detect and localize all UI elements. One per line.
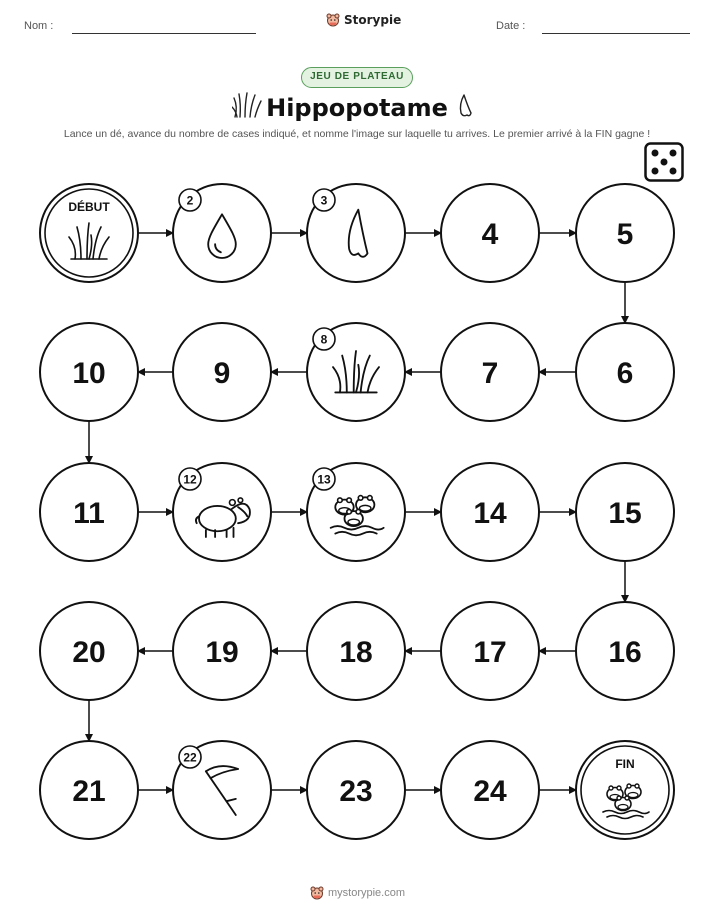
space-number: 20 [72, 636, 106, 669]
space-number-badge [179, 746, 201, 768]
space-number-badge [179, 189, 201, 211]
svg-text:2: 2 [186, 193, 194, 208]
board-space-5 [576, 184, 674, 282]
name-label: Nom : [24, 20, 54, 32]
space-number: 10 [72, 357, 106, 390]
space-number: 4 [481, 218, 499, 251]
category-badge: JEU DE PLATEAU [301, 67, 413, 88]
instructions: Lance un dé, avance du nombre de cases indiqué, et nomme l'image sur laquelle tu arrives. Le premier arrivé à la FIN gagne ! [63, 128, 651, 140]
board-space-4 [441, 184, 539, 282]
space-number: 17 [473, 636, 507, 669]
svg-text:22: 22 [183, 750, 197, 765]
board-space-10 [40, 323, 138, 421]
board-space-11 [40, 463, 138, 561]
date-label: Date : [496, 20, 526, 32]
space-number: 16 [608, 636, 642, 669]
board-space-3 [307, 184, 405, 282]
space-number-badge [313, 328, 335, 350]
space-number: 7 [481, 357, 499, 390]
page-title: Hippopotame [266, 94, 448, 122]
footer [310, 886, 405, 900]
board-space-19 [173, 602, 271, 700]
board-space-21 [40, 741, 138, 839]
board-space-18 [307, 602, 405, 700]
finish-label: FIN [615, 757, 635, 771]
board-space-23 [307, 741, 405, 839]
board-space-24 [441, 741, 539, 839]
space-number-badge [313, 189, 335, 211]
board-space-17 [441, 602, 539, 700]
board-space-20 [40, 602, 138, 700]
space-number: 23 [339, 775, 373, 808]
space-number-badge [179, 468, 201, 490]
board-space-22 [173, 741, 271, 839]
svg-text:12: 12 [183, 472, 197, 487]
space-number: 24 [473, 775, 507, 808]
board-space-12 [173, 463, 271, 561]
space-number: 5 [616, 218, 634, 251]
svg-text:3: 3 [320, 193, 328, 208]
board-space-7 [441, 323, 539, 421]
space-number: 15 [608, 497, 642, 530]
footer-url[interactable]: mystorypie.com [328, 887, 406, 899]
board-space-9 [173, 323, 271, 421]
space-number: 9 [213, 357, 231, 390]
space-number-badge [313, 468, 335, 490]
storypie-mascot-icon [310, 886, 324, 900]
svg-text:8: 8 [320, 332, 328, 347]
brand-name: Storypie [344, 13, 402, 27]
start-space [40, 184, 138, 282]
svg-text:13: 13 [317, 472, 331, 487]
start-label: DÉBUT [68, 200, 110, 214]
board-space-8 [307, 323, 405, 421]
space-number: 11 [73, 497, 105, 530]
finish-space [576, 741, 674, 839]
space-number: 6 [616, 357, 634, 390]
space-number: 14 [473, 497, 507, 530]
board-space-15 [576, 463, 674, 561]
board-space-16 [576, 602, 674, 700]
board-space-2 [173, 184, 271, 282]
board-space-6 [576, 323, 674, 421]
space-number: 21 [72, 775, 106, 808]
board-space-13 [307, 463, 405, 561]
board-space-14 [441, 463, 539, 561]
space-number: 19 [205, 636, 239, 669]
space-number: 18 [339, 636, 373, 669]
